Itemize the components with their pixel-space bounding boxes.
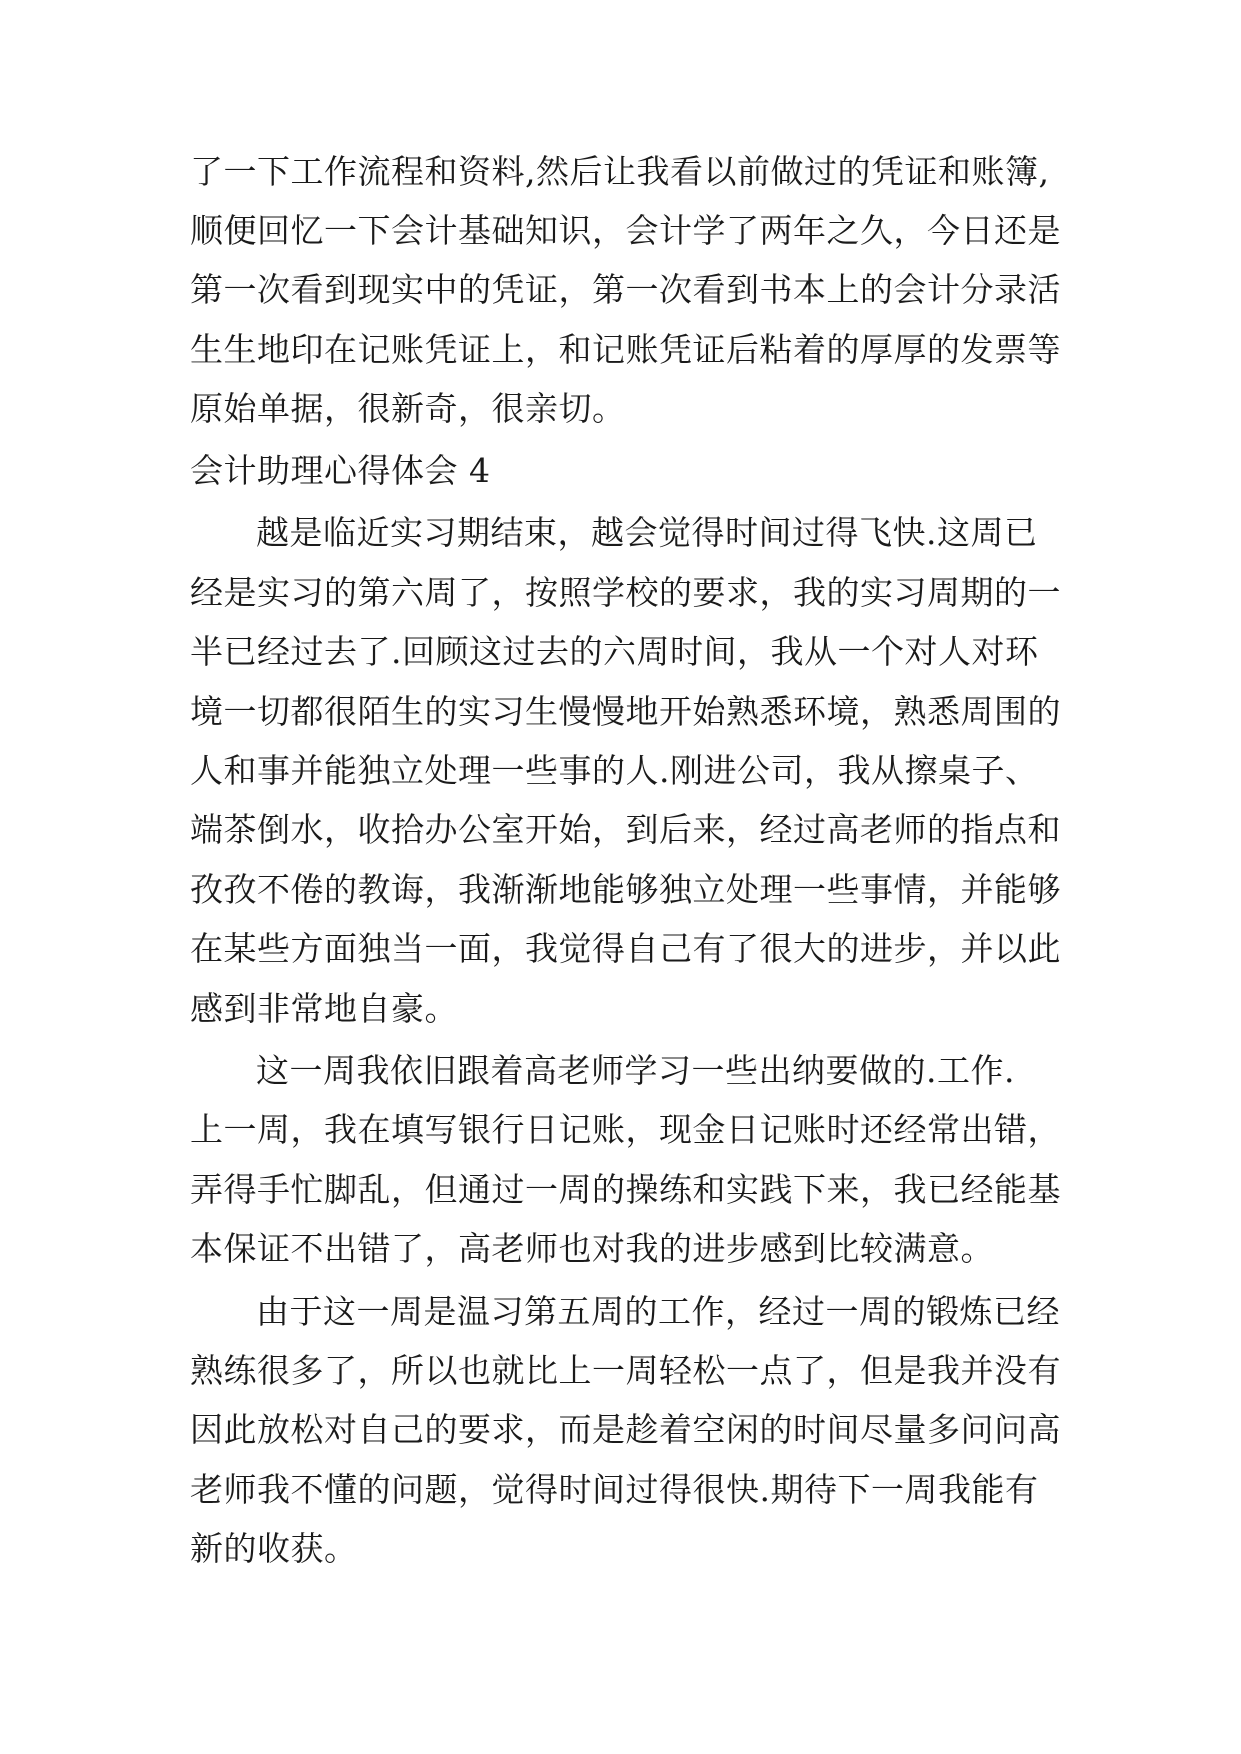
text-line: 由于这一周是温习第五周的工作，经过一周的锻炼已经 [256,1292,1060,1331]
text-line: 新的收获。 [190,1529,358,1568]
text-line: 了一下工作流程和资料,然后让我看以前做过的凭证和账簿, [190,152,1050,191]
text-line: 弄得手忙脚乱，但通过一周的操练和实践下来，我已经能基 [190,1170,1061,1209]
text-line: 熟练很多了，所以也就比上一周轻松一点了，但是我并没有 [190,1351,1061,1390]
text-line: 孜孜不倦的教诲，我渐渐地能够独立处理一些事情，并能够 [190,870,1061,909]
text-line: 顺便回忆一下会计基础知识，会计学了两年之久，今日还是 [190,211,1061,250]
text-line: 因此放松对自己的要求，而是趁着空闲的时间尽量多问问高 [190,1410,1061,1449]
text-line: 上一周，我在填写银行日记账，现金日记账时还经常出错， [190,1110,1061,1149]
text-line: 感到非常地自豪。 [190,989,458,1028]
text-line: 经是实习的第六周了，按照学校的要求，我的实习周期的一 [190,573,1061,612]
text-line: 这一周我依旧跟着高老师学习一些出纳要做的.工作. [256,1051,1015,1090]
text-line: 人和事并能独立处理一些事的人.刚进公司，我从擦桌子、 [190,751,1039,790]
text-line: 本保证不出错了，高老师也对我的进步感到比较满意。 [190,1229,994,1268]
text-line: 境一切都很陌生的实习生慢慢地开始熟悉环境，熟悉周围的 [190,692,1061,731]
text-line: 半已经过去了.回顾这过去的六周时间，我从一个对人对环 [190,632,1039,671]
text-line: 第一次看到现实中的凭证，第一次看到书本上的会计分录活 [190,270,1061,309]
text-line: 原始单据，很新奇，很亲切。 [190,389,626,428]
text-line: 生生地印在记账凭证上，和记账凭证后粘着的厚厚的发票等 [190,330,1061,369]
section-heading: 会计助理心得体会 4 [190,451,491,490]
text-line: 端茶倒水，收拾办公室开始，到后来，经过高老师的指点和 [190,810,1061,849]
text-line: 越是临近实习期结束，越会觉得时间过得飞快.这周已 [256,513,1038,552]
text-line: 老师我不懂的问题，觉得时间过得很快.期待下一周我能有 [190,1470,1039,1509]
text-line: 在某些方面独当一面，我觉得自己有了很大的进步，并以此 [190,929,1061,968]
